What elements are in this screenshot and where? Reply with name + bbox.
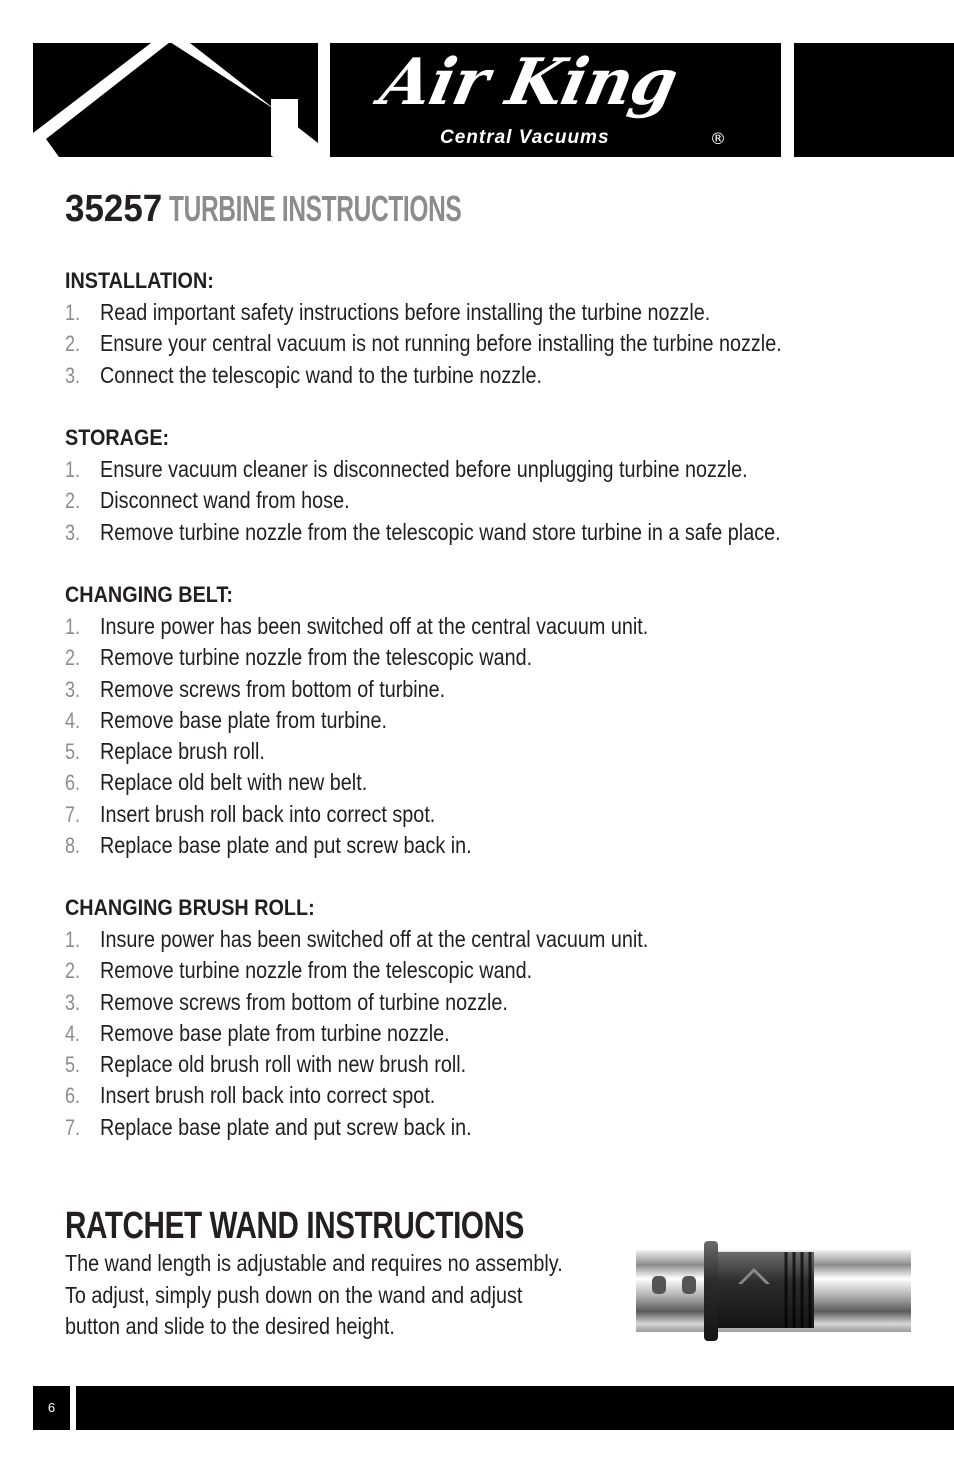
item-number: 2. — [65, 488, 81, 514]
paragraph-line: To adjust, simply push down on the wand and adjust — [65, 1281, 523, 1308]
list-item — [65, 1049, 925, 1080]
item-number: 1. — [65, 927, 81, 952]
item-text: Replace base plate and put screw back in. — [100, 1113, 472, 1140]
item-number: 7. — [65, 1114, 81, 1140]
item-number: 5. — [65, 1052, 81, 1078]
title-heading: TURBINE INSTRUCTIONS — [169, 188, 462, 229]
item-text: Remove turbine nozzle from the telescopic wand store turbine in a safe place. — [100, 518, 781, 545]
section-heading: STORAGE: — [65, 425, 170, 450]
item-number: 4. — [65, 707, 81, 733]
item-text: Remove base plate from turbine. — [100, 706, 387, 733]
list-item — [65, 297, 925, 328]
item-text: Replace base plate and put screw back in. — [100, 832, 472, 859]
item-number: 2. — [65, 958, 81, 984]
section-installation — [65, 265, 925, 391]
item-number: 6. — [65, 1083, 81, 1109]
list-item — [65, 705, 925, 736]
item-number: 7. — [65, 801, 81, 827]
list-item — [65, 830, 925, 861]
ratchet-wand-image — [636, 1238, 911, 1342]
footer-bar — [76, 1386, 954, 1430]
item-text: Ensure vacuum cleaner is disconnected before unplugging turbine nozzle. — [100, 456, 748, 482]
item-number: 3. — [65, 989, 81, 1015]
item-number: 1. — [65, 457, 81, 482]
item-number: 2. — [65, 331, 81, 357]
list-item — [65, 517, 925, 548]
section-changing-brush-roll — [65, 892, 925, 1143]
item-text: Replace old brush roll with new brush roll. — [100, 1051, 467, 1078]
logo-subtitle: Central Vacuums — [440, 127, 610, 148]
paragraph-line: button and slide to the desired height. — [65, 1313, 395, 1339]
item-number: 1. — [65, 614, 81, 639]
page-title — [65, 190, 599, 228]
list-item — [65, 955, 925, 986]
item-number: 2. — [65, 645, 81, 671]
section-heading: CHANGING BRUSH ROLL: — [65, 895, 315, 920]
list-item — [65, 987, 925, 1018]
item-text: Remove screws from bottom of turbine. — [100, 675, 446, 702]
item-number: 6. — [65, 770, 81, 796]
page-number: 6 — [33, 1386, 70, 1430]
item-number: 3. — [65, 362, 81, 388]
list-item — [65, 1112, 925, 1143]
item-text: Remove base plate from turbine nozzle. — [100, 1019, 450, 1046]
item-text: Remove turbine nozzle from the telescopic wand. — [100, 957, 533, 984]
item-number: 5. — [65, 739, 81, 765]
section-storage — [65, 422, 925, 548]
model-number: 35257 — [65, 188, 163, 230]
list-item — [65, 642, 925, 673]
house-roof-icon — [33, 43, 318, 157]
ratchet-description — [65, 1248, 625, 1343]
item-number: 1. — [65, 300, 81, 325]
item-text: Replace old belt with new belt. — [100, 769, 368, 796]
list-item — [65, 454, 925, 485]
item-number: 3. — [65, 519, 81, 545]
section-changing-belt — [65, 579, 925, 861]
section-heading: INSTALLATION: — [65, 268, 214, 293]
list-item — [65, 924, 925, 955]
item-text: Disconnect wand from hose. — [100, 487, 350, 514]
item-text: Insert brush roll back into correct spot. — [100, 800, 436, 827]
registered-mark: ® — [710, 129, 726, 148]
list-item — [65, 485, 925, 516]
list-item — [65, 767, 925, 798]
item-text: Insure power has been switched off at the central vacuum unit. — [100, 926, 649, 952]
item-text: Replace brush roll. — [100, 738, 265, 765]
list-item — [65, 1018, 925, 1049]
list-item — [65, 328, 925, 359]
list-item — [65, 611, 925, 642]
paragraph-line: The wand length is adjustable and requires no assembly. — [65, 1250, 563, 1276]
item-number: 4. — [65, 1020, 81, 1046]
item-text: Connect the telescopic wand to the turbine nozzle. — [100, 361, 543, 388]
list-item — [65, 360, 925, 391]
item-text: Remove screws from bottom of turbine nozzle. — [100, 988, 508, 1015]
header-block — [794, 43, 954, 157]
header-house-graphic — [33, 43, 318, 157]
item-number: 8. — [65, 833, 81, 859]
item-text: Read important safety instructions before installing the turbine nozzle. — [100, 299, 711, 325]
logo-wordmark: Air King — [374, 45, 684, 120]
ratchet-heading: RATCHET WAND INSTRUCTIONS — [65, 1205, 524, 1247]
item-text: Remove turbine nozzle from the telescopic wand. — [100, 644, 533, 671]
brand-logo — [330, 43, 781, 157]
section-heading: CHANGING BELT: — [65, 582, 233, 607]
list-item — [65, 736, 925, 767]
list-item — [65, 674, 925, 705]
list-item — [65, 1080, 925, 1111]
list-item — [65, 799, 925, 830]
item-number: 3. — [65, 676, 81, 702]
item-text: Insure power has been switched off at the central vacuum unit. — [100, 613, 649, 639]
item-text: Insert brush roll back into correct spot. — [100, 1082, 436, 1109]
item-text: Ensure your central vacuum is not running before installing the turbine nozzle. — [100, 330, 782, 357]
